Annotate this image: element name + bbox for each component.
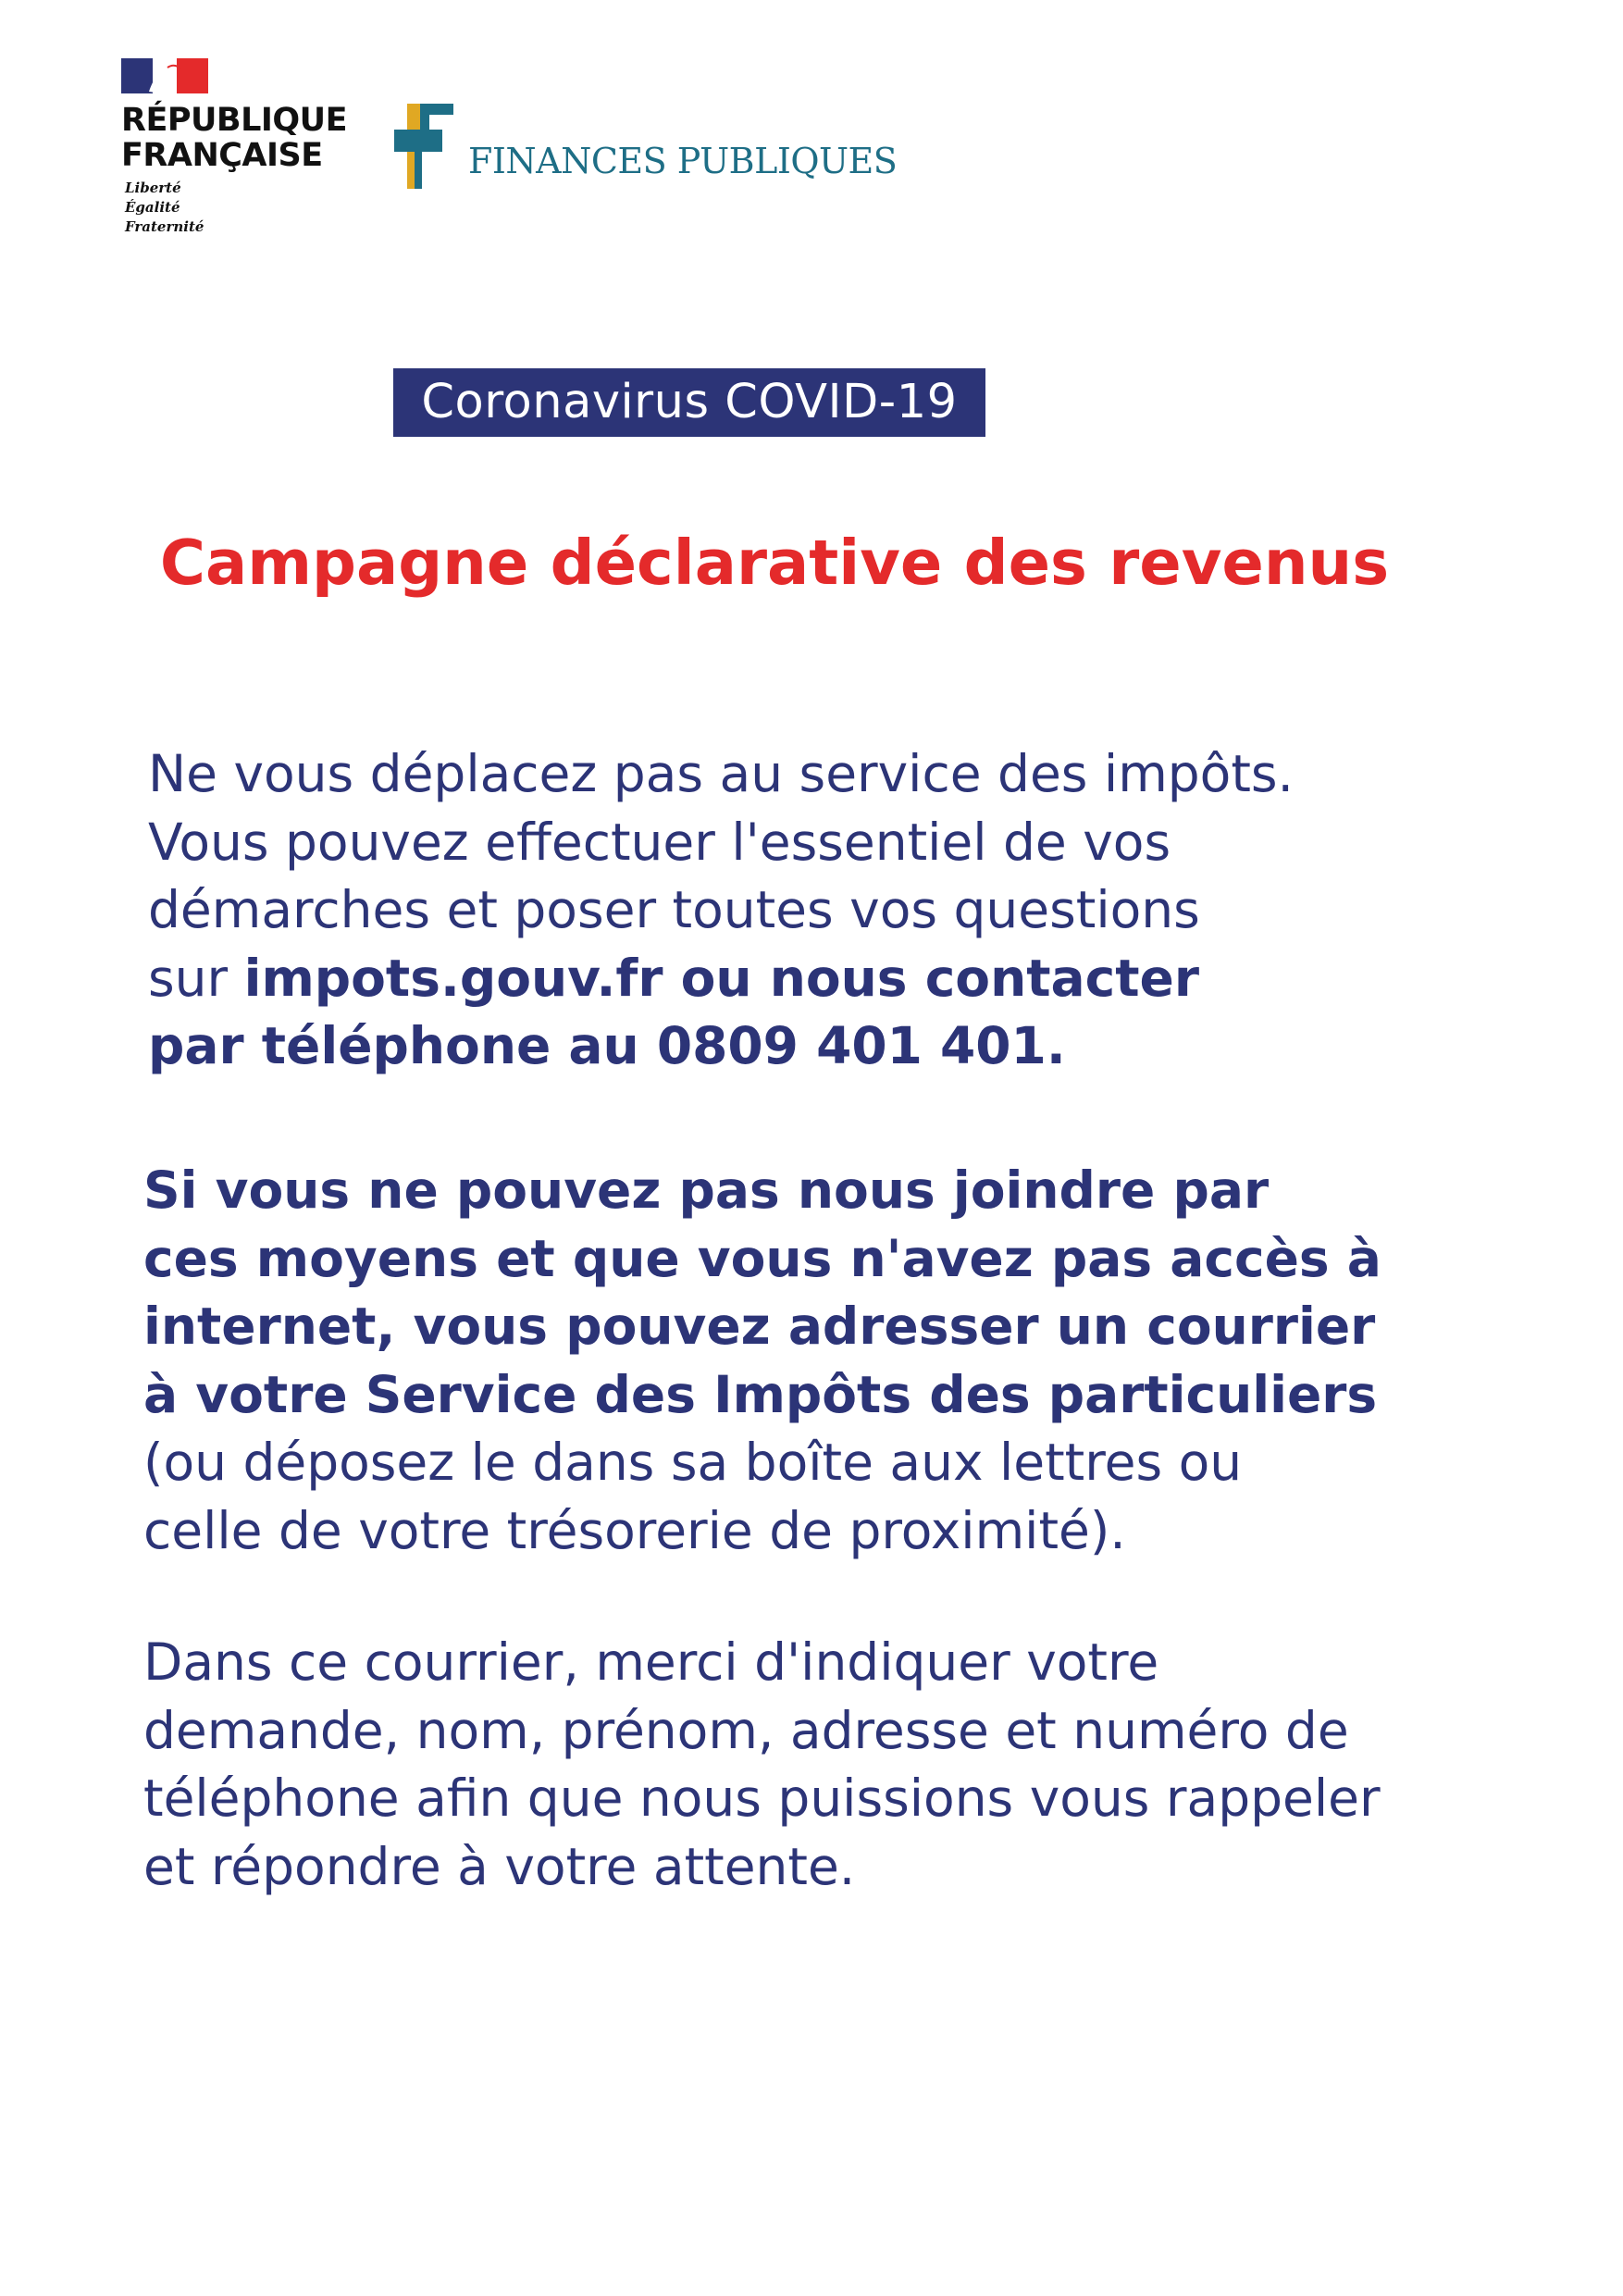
paragraph-line	[143, 1361, 1587, 1430]
paragraph-line: et répondre à votre attente.	[143, 1836, 856, 1896]
paragraph-bold-text: internet, vous pouvez adresser un courrier	[143, 1297, 1376, 1356]
rf-motto	[125, 179, 204, 237]
paragraph-line	[148, 1012, 1592, 1081]
paragraph-mail	[143, 1157, 1587, 1565]
paragraph-text: sur	[148, 948, 244, 1008]
paragraph-instructions	[143, 1629, 1587, 1901]
paragraph-line: téléphone afin que nous puissions vous rappeler	[143, 1769, 1381, 1828]
paragraph-bold-text: Si vous ne pouvez pas nous joindre par	[143, 1160, 1270, 1220]
paragraph-line: Vous pouvez effectuer l'essentiel de vos	[148, 812, 1171, 872]
paragraph-line	[143, 1225, 1587, 1294]
finances-publiques-mark-icon	[394, 104, 455, 189]
paragraph-line	[143, 1293, 1587, 1361]
paragraph-line: (ou déposez le dans sa boîte aux lettres ou	[143, 1433, 1243, 1492]
paragraph-line: celle de votre trésorerie de proximité).	[143, 1500, 1126, 1560]
paragraph-line	[148, 945, 1592, 1013]
republique-francaise-logo	[121, 58, 348, 253]
rf-name-line1: RÉPUBLIQUE	[121, 102, 348, 139]
paragraph-bold-text: ces moyens et que vous n'avez pas accès à	[143, 1228, 1381, 1288]
marianne-flag-icon	[121, 58, 208, 93]
paragraph-line: démarches et poser toutes vos questions	[148, 880, 1200, 939]
paragraph-line: demande, nom, prénom, adresse et numéro de	[143, 1700, 1349, 1760]
paragraph-line	[143, 1157, 1587, 1225]
paragraph-line: Ne vous déplacez pas au service des impôts.	[148, 744, 1295, 803]
rf-name-line2: FRANÇAISE	[121, 137, 323, 174]
rf-name	[121, 103, 347, 173]
phone-number-text: par téléphone au 0809 401 401.	[148, 1016, 1066, 1075]
covid-banner: Coronavirus COVID-19	[393, 368, 985, 437]
paragraph-contact	[148, 740, 1592, 1081]
finances-publiques-text: FINANCES PUBLIQUES	[468, 141, 898, 181]
website-and-contact-text: impots.gouv.fr ou nous contacter	[243, 948, 1199, 1008]
paragraph-bold-text: à votre Service des Impôts des particuliers	[143, 1364, 1378, 1424]
rf-motto-fraternite: Fraternité	[125, 218, 204, 235]
page-title-text: Campagne déclarative des revenus	[159, 527, 1390, 599]
finances-publiques-logo	[394, 104, 912, 192]
page-title	[0, 526, 1623, 600]
paragraph-line: Dans ce courrier, merci d'indiquer votre	[143, 1632, 1159, 1692]
rf-motto-liberte: Liberté	[125, 180, 181, 196]
rf-motto-egalite: Égalité	[125, 199, 180, 216]
